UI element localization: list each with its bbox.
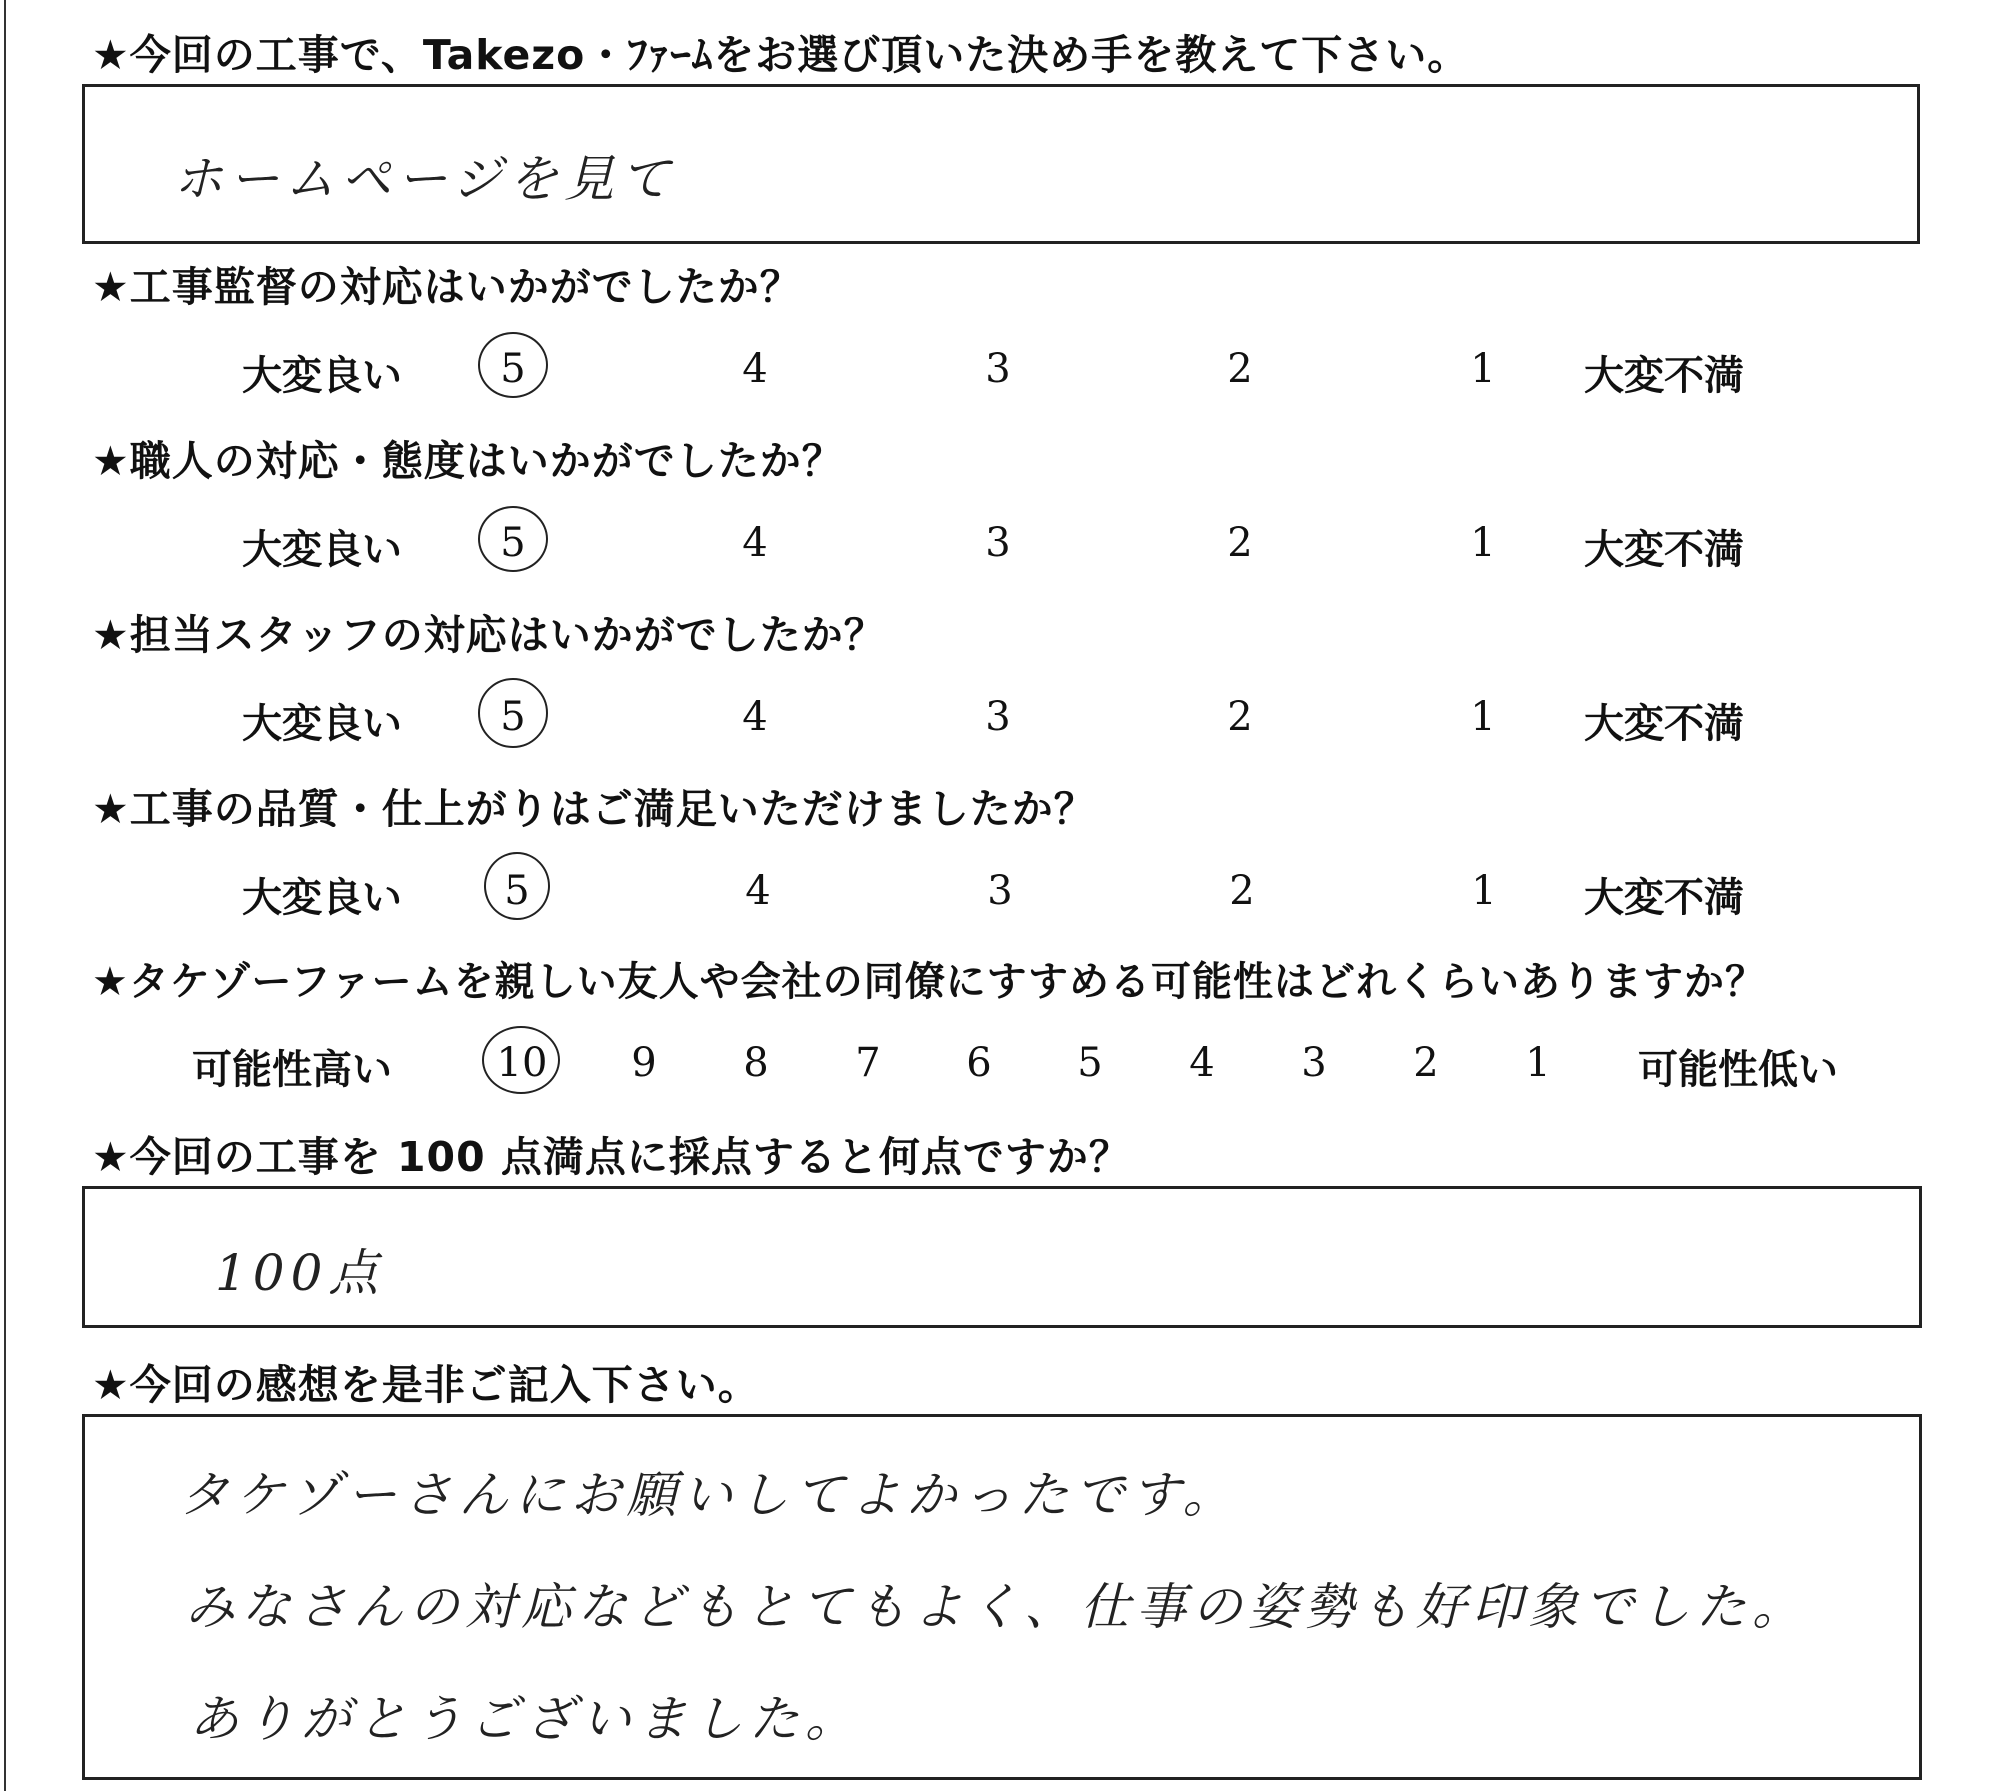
rating-scale-5 [0,862,2002,922]
scale-6-option[interactable]: 1 [1525,1040,1551,1086]
scale-4-option[interactable]: 2 [1227,694,1253,740]
scale-5-right-label: 大変不満 [1584,875,1744,921]
answer-7-text: 100点 [215,1244,385,1302]
scale-2-option[interactable]: 3 [985,346,1011,392]
question-2-title: ★工事監督の対応はいかがでしたか？ [92,263,802,311]
answer-box-1[interactable] [82,84,1920,244]
answer-box-7[interactable] [82,1186,1922,1328]
scale-5-option[interactable]: 4 [745,868,771,914]
question-7-title: ★今回の工事を 100 点満点に採点すると何点ですか？ [92,1133,1131,1181]
scale-4-right-label: 大変不満 [1584,701,1744,747]
question-6-title: ★タケゾーファームを親しい友人や会社の同僚にすすめる可能性はどれくらいありますか？ [92,959,1767,1005]
scale-3-option[interactable]: 4 [742,520,768,566]
scale-3-option[interactable]: 3 [985,520,1011,566]
answer-box-8[interactable] [82,1414,1922,1780]
scale-3-left-label: 大変良い [242,527,402,573]
comment-line-2: みなさんの対応などもとてもよく、仕事の姿勢も好印象でした。 [185,1578,1808,1636]
scale-5-option[interactable]: 3 [987,868,1013,914]
scale-4-option[interactable]: 5 [500,694,526,740]
scale-5-option[interactable]: 1 [1471,868,1497,914]
scale-6-option[interactable]: 8 [743,1040,769,1086]
scale-6-option[interactable]: 9 [631,1040,657,1086]
scale-5-option[interactable]: 2 [1229,868,1255,914]
scale-2-left-label: 大変良い [242,353,402,399]
scale-6-option[interactable]: 3 [1301,1040,1327,1086]
rating-scale-4 [0,688,2002,748]
scale-6-right-label: 可能性低い [1638,1047,1838,1093]
scale-4-option[interactable]: 3 [985,694,1011,740]
scale-6-option[interactable]: 5 [1077,1040,1103,1086]
scale-3-right-label: 大変不満 [1584,527,1744,573]
question-3-title: ★職人の対応・態度はいかがでしたか？ [92,437,844,485]
scale-6-option[interactable]: 10 [496,1040,548,1086]
question-5-title: ★工事の品質・仕上がりはご満足いただけましたか？ [92,785,1096,833]
scale-5-option[interactable]: 5 [504,868,530,914]
scale-2-option[interactable]: 4 [742,346,768,392]
scale-2-option[interactable]: 5 [500,346,526,392]
answer-1-text: ホームページを見て [173,150,676,208]
question-1-title: ★今回の工事で、Takezo・ﾌｧｰﾑをお選び頂いた決め手を教えて下さい。 [92,31,1470,79]
scale-6-option[interactable]: 6 [966,1040,992,1086]
scale-4-option[interactable]: 4 [742,694,768,740]
rating-scale-6 [0,1034,2002,1094]
scale-2-right-label: 大変不満 [1584,353,1744,399]
scale-3-option[interactable]: 1 [1470,520,1496,566]
question-8-title: ★今回の感想を是非ご記入下さい。 [92,1361,760,1409]
scale-6-option[interactable]: 2 [1413,1040,1439,1086]
scale-3-option[interactable]: 5 [500,520,526,566]
rating-scale-3 [0,514,2002,574]
scale-6-option[interactable]: 7 [855,1040,881,1086]
rating-scale-2 [0,340,2002,400]
scale-5-left-label: 大変良い [242,875,402,921]
scale-6-option[interactable]: 4 [1189,1040,1215,1086]
comment-line-1: タケゾーさんにお願いしてよかったです。 [179,1466,1239,1524]
scale-2-option[interactable]: 2 [1227,346,1253,392]
scale-4-option[interactable]: 1 [1470,694,1496,740]
scale-3-option[interactable]: 2 [1227,520,1253,566]
scale-2-option[interactable]: 1 [1470,346,1496,392]
question-4-title: ★担当スタッフの対応はいかがでしたか？ [92,611,886,659]
scale-4-left-label: 大変良い [242,701,402,747]
scale-6-left-label: 可能性高い [192,1047,392,1093]
comment-line-3: ありがとうございました。 [189,1690,861,1748]
